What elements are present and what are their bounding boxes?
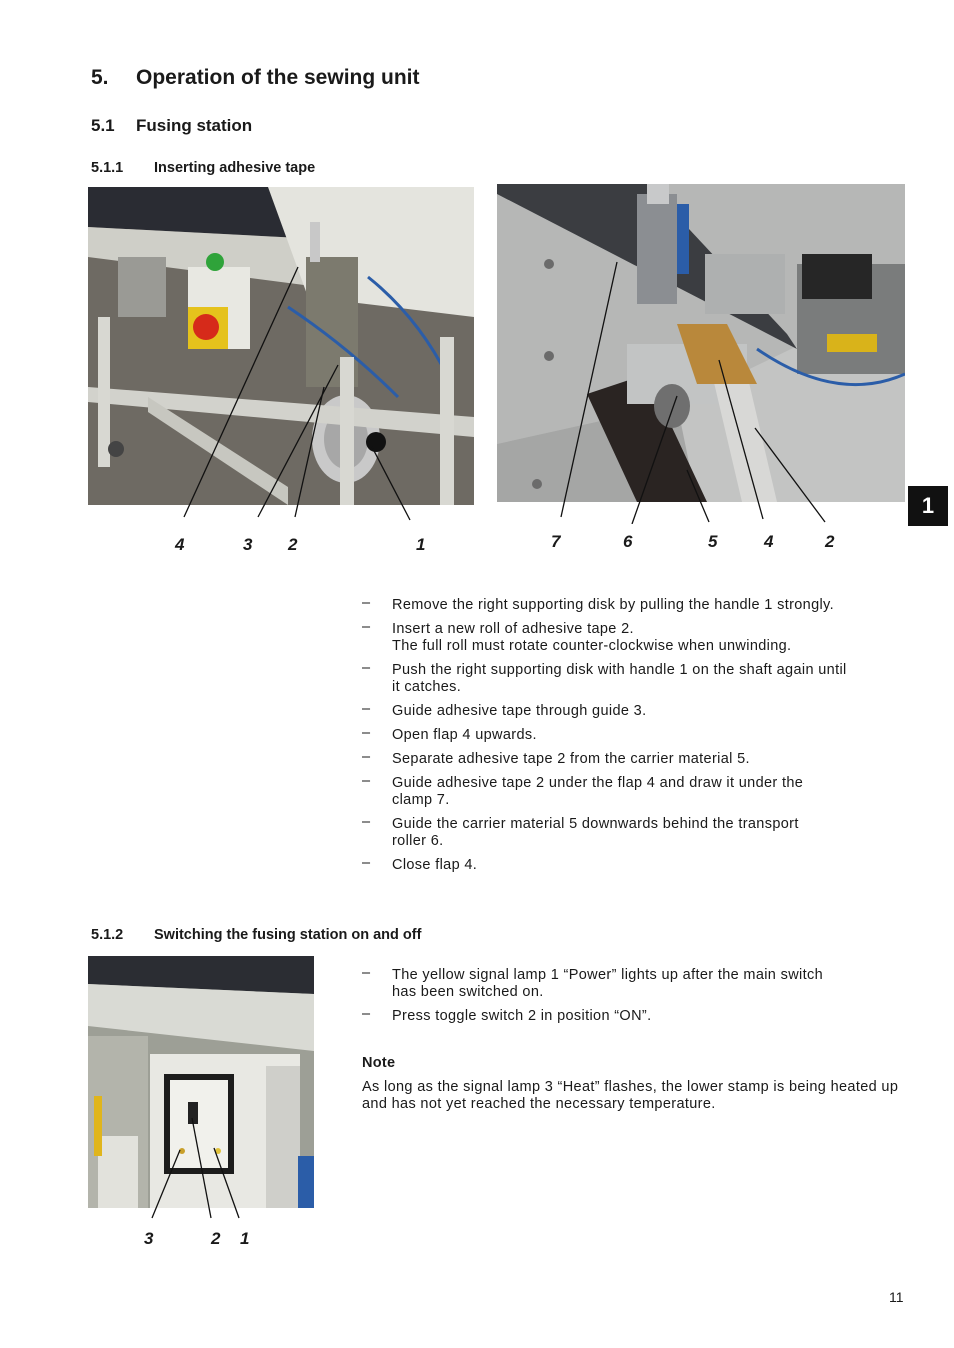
bullet-dash: –	[362, 749, 371, 765]
step-text-continued: The full roll must rotate counter-clockwise when unwinding.	[392, 638, 792, 654]
bullet-dash: –	[362, 1006, 371, 1022]
step-text-continued: clamp 7.	[392, 792, 450, 808]
list-item	[362, 775, 910, 809]
step-text: Press toggle switch 2 in position “ON”.	[392, 1008, 652, 1024]
callout-3: 3	[144, 1229, 154, 1248]
bullet-dash: –	[362, 773, 371, 789]
bullet-dash: –	[362, 814, 371, 830]
subsection-number: 5.1	[91, 116, 115, 135]
sub2-title: Switching the fusing station on and off	[154, 927, 422, 943]
step-text: Guide adhesive tape through guide 3.	[392, 703, 647, 719]
note-text: As long as the signal lamp 3 “Heat” flashes, the lower stamp is being heated up and has not yet reached the necessary temperature.	[362, 1079, 899, 1112]
callout-2: 2	[288, 535, 298, 554]
step-text: Push the right supporting disk with handle 1 on the shaft again until	[392, 662, 847, 678]
subsection-title: Fusing station	[136, 116, 253, 135]
callout-3: 3	[243, 535, 253, 554]
step-text: Remove the right supporting disk by pulling the handle 1 strongly.	[392, 597, 834, 613]
step-text-continued: it catches.	[392, 679, 462, 695]
sub2-number: 5.1.2	[91, 927, 124, 943]
step-text: Guide adhesive tape 2 under the flap 4 and draw it under the	[392, 775, 804, 791]
callout-1: 1	[416, 535, 426, 554]
sub1-steps-list	[362, 597, 910, 881]
callout-2: 2	[825, 532, 835, 551]
list-item	[362, 662, 910, 696]
step-text: Open flap 4 upwards.	[392, 727, 537, 743]
photo2-leader-lines	[497, 184, 905, 524]
page-number: 11	[889, 1289, 904, 1305]
step-text: Insert a new roll of adhesive tape 2.	[392, 621, 634, 637]
sub2-steps-list	[362, 967, 910, 1032]
callout-4: 4	[175, 535, 185, 554]
list-item	[362, 703, 910, 720]
note-title: Note	[362, 1055, 396, 1071]
bullet-dash: –	[362, 855, 371, 871]
sub1-title: Inserting adhesive tape	[154, 160, 316, 176]
list-item	[362, 857, 910, 874]
list-item	[362, 597, 910, 614]
step-text: Close flap 4.	[392, 857, 478, 873]
section-title: Operation of the sewing unit	[136, 66, 420, 89]
section-number: 5.	[91, 66, 109, 89]
list-item	[362, 1008, 910, 1025]
callout-2: 2	[211, 1229, 221, 1248]
section-heading	[91, 66, 420, 90]
callout-1: 1	[240, 1229, 250, 1248]
list-item	[362, 727, 910, 744]
bullet-dash: –	[362, 619, 371, 635]
sub1-number: 5.1.1	[91, 160, 124, 176]
list-item	[362, 751, 910, 768]
step-text-continued: has been switched on.	[392, 984, 544, 1000]
subsection-heading	[91, 116, 252, 136]
callout-5: 5	[708, 532, 718, 551]
bullet-dash: –	[362, 701, 371, 717]
step-text: Separate adhesive tape 2 from the carrier material 5.	[392, 751, 750, 767]
step-text: Guide the carrier material 5 downwards behind the transport	[392, 816, 799, 832]
list-item	[362, 816, 910, 850]
list-item	[362, 967, 910, 1001]
step-text-continued: roller 6.	[392, 833, 444, 849]
callout-6: 6	[623, 532, 633, 551]
callout-7: 7	[551, 532, 561, 551]
sub1-heading	[91, 160, 315, 176]
bullet-dash: –	[362, 965, 371, 981]
photo1-leader-lines	[88, 187, 474, 527]
photo3-leader-lines	[88, 956, 314, 1236]
step-text: The yellow signal lamp 1 “Power” lights up after the main switch	[392, 967, 823, 983]
bullet-dash: –	[362, 660, 371, 676]
bullet-dash: –	[362, 725, 371, 741]
sub2-heading	[91, 927, 421, 943]
list-item	[362, 621, 910, 655]
chapter-tab: 1	[908, 486, 948, 526]
bullet-dash: –	[362, 595, 371, 611]
callout-4: 4	[764, 532, 774, 551]
